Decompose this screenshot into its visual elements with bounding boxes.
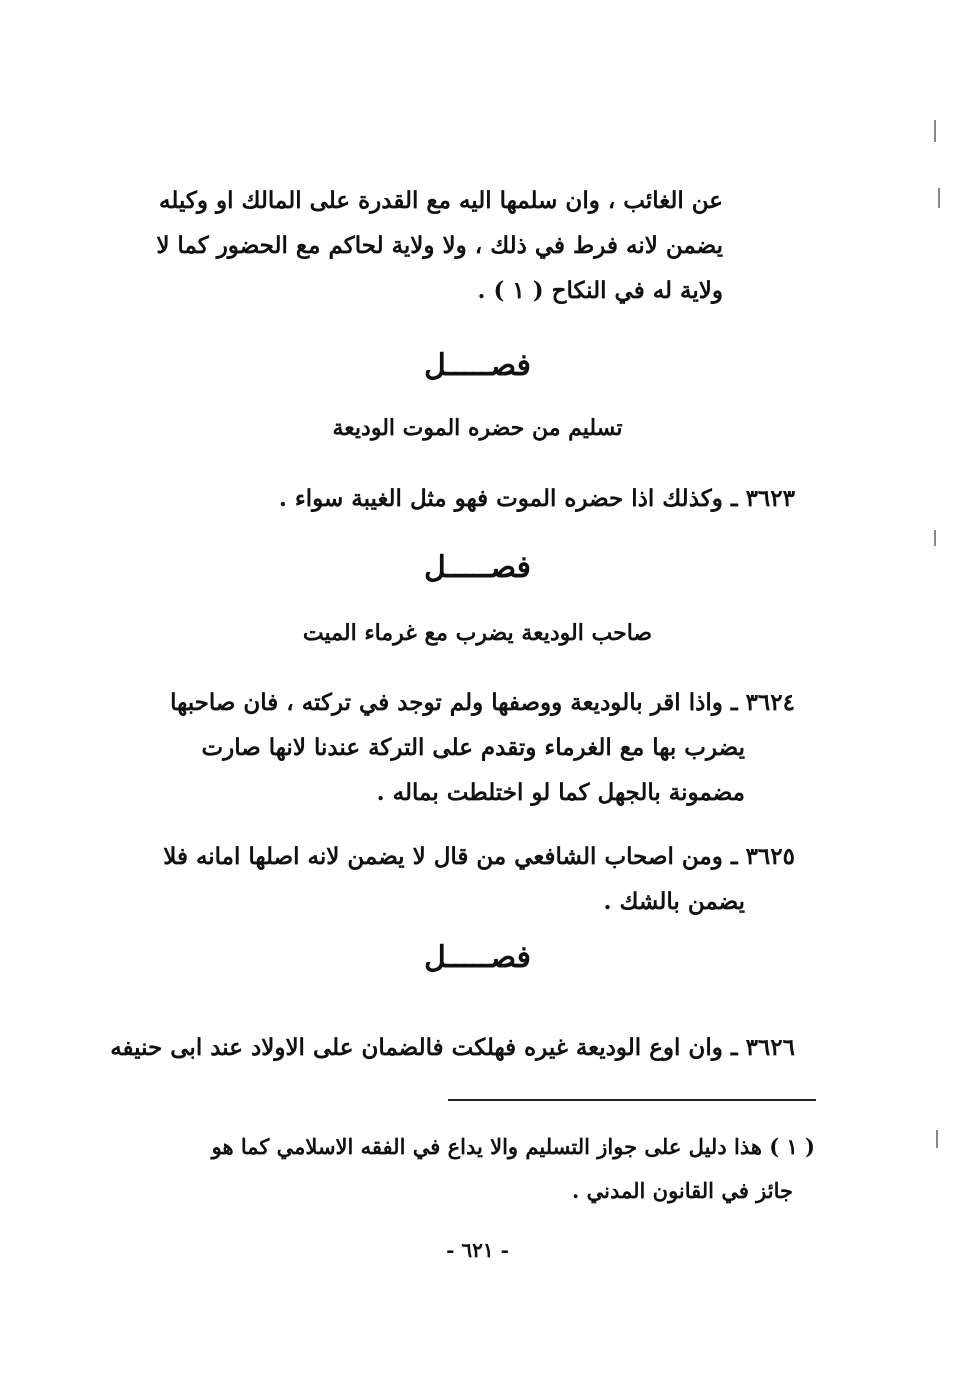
footnote-separator xyxy=(448,1099,816,1101)
footnote xyxy=(211,1125,815,1213)
paragraph-continuation xyxy=(156,178,723,313)
text-line: ٣٦٢٦ ـ وان اوع الوديعة غيره فهلكت فالضمان على الاولاد عند ابى حنيفه xyxy=(110,1034,795,1061)
text-line: يضمن لانه فرط في ذلك ، ولا ولاية لحاكم مع الحضور كما لا xyxy=(156,232,723,259)
text-line: ٣٦٢٣ ـ وكذلك اذا حضره الموت فهو مثل الغيبة سواء . xyxy=(278,485,795,512)
paragraph-3624 xyxy=(155,680,795,815)
scan-edge-mark xyxy=(934,530,936,546)
page-number: - ٦٢١ - xyxy=(446,1238,509,1262)
scan-edge-mark xyxy=(938,188,940,208)
text-line: مضمونة بالجهل كما لو اختلطت بماله . xyxy=(376,779,745,806)
footnote-line: ( ١ ) هذا دليل على جواز التسليم والا يداع في الفقه الاسلامي كما هو xyxy=(211,1134,815,1159)
section-subtitle: صاحب الوديعة يضرب مع غرماء الميت xyxy=(302,620,653,646)
section-heading-fasl: فصـــــل xyxy=(423,550,532,585)
text-line: عن الغائب ، وان سلمها اليه مع القدرة على المالك او وكيله xyxy=(159,187,723,214)
scan-edge-mark xyxy=(936,1130,938,1148)
section-heading-fasl: فصـــــل xyxy=(423,940,532,975)
text-line: ٣٦٢٤ ـ واذا اقر بالوديعة ووصفها ولم توجد في تركته ، فان صاحبها xyxy=(170,689,795,716)
scan-edge-mark xyxy=(934,120,936,142)
paragraph-3623 xyxy=(155,476,795,521)
text-line: يضرب بها مع الغرماء وتقدم على التركة عندنا لانها صارت xyxy=(201,734,745,761)
text-line: يضمن بالشك . xyxy=(603,888,745,915)
paragraph-3625 xyxy=(155,834,795,924)
section-subtitle: تسليم من حضره الموت الوديعة xyxy=(332,415,623,441)
footnote-line: جائز في القانون المدني . xyxy=(571,1178,793,1203)
paragraph-3626 xyxy=(110,1025,795,1070)
section-heading-fasl: فصـــــل xyxy=(423,348,532,383)
text-line: ٣٦٢٥ ـ ومن اصحاب الشافعي من قال لا يضمن لانه اصلها امانه فلا xyxy=(163,843,795,870)
text-line: ولاية له في النكاح ( ١ ) . xyxy=(477,277,723,304)
